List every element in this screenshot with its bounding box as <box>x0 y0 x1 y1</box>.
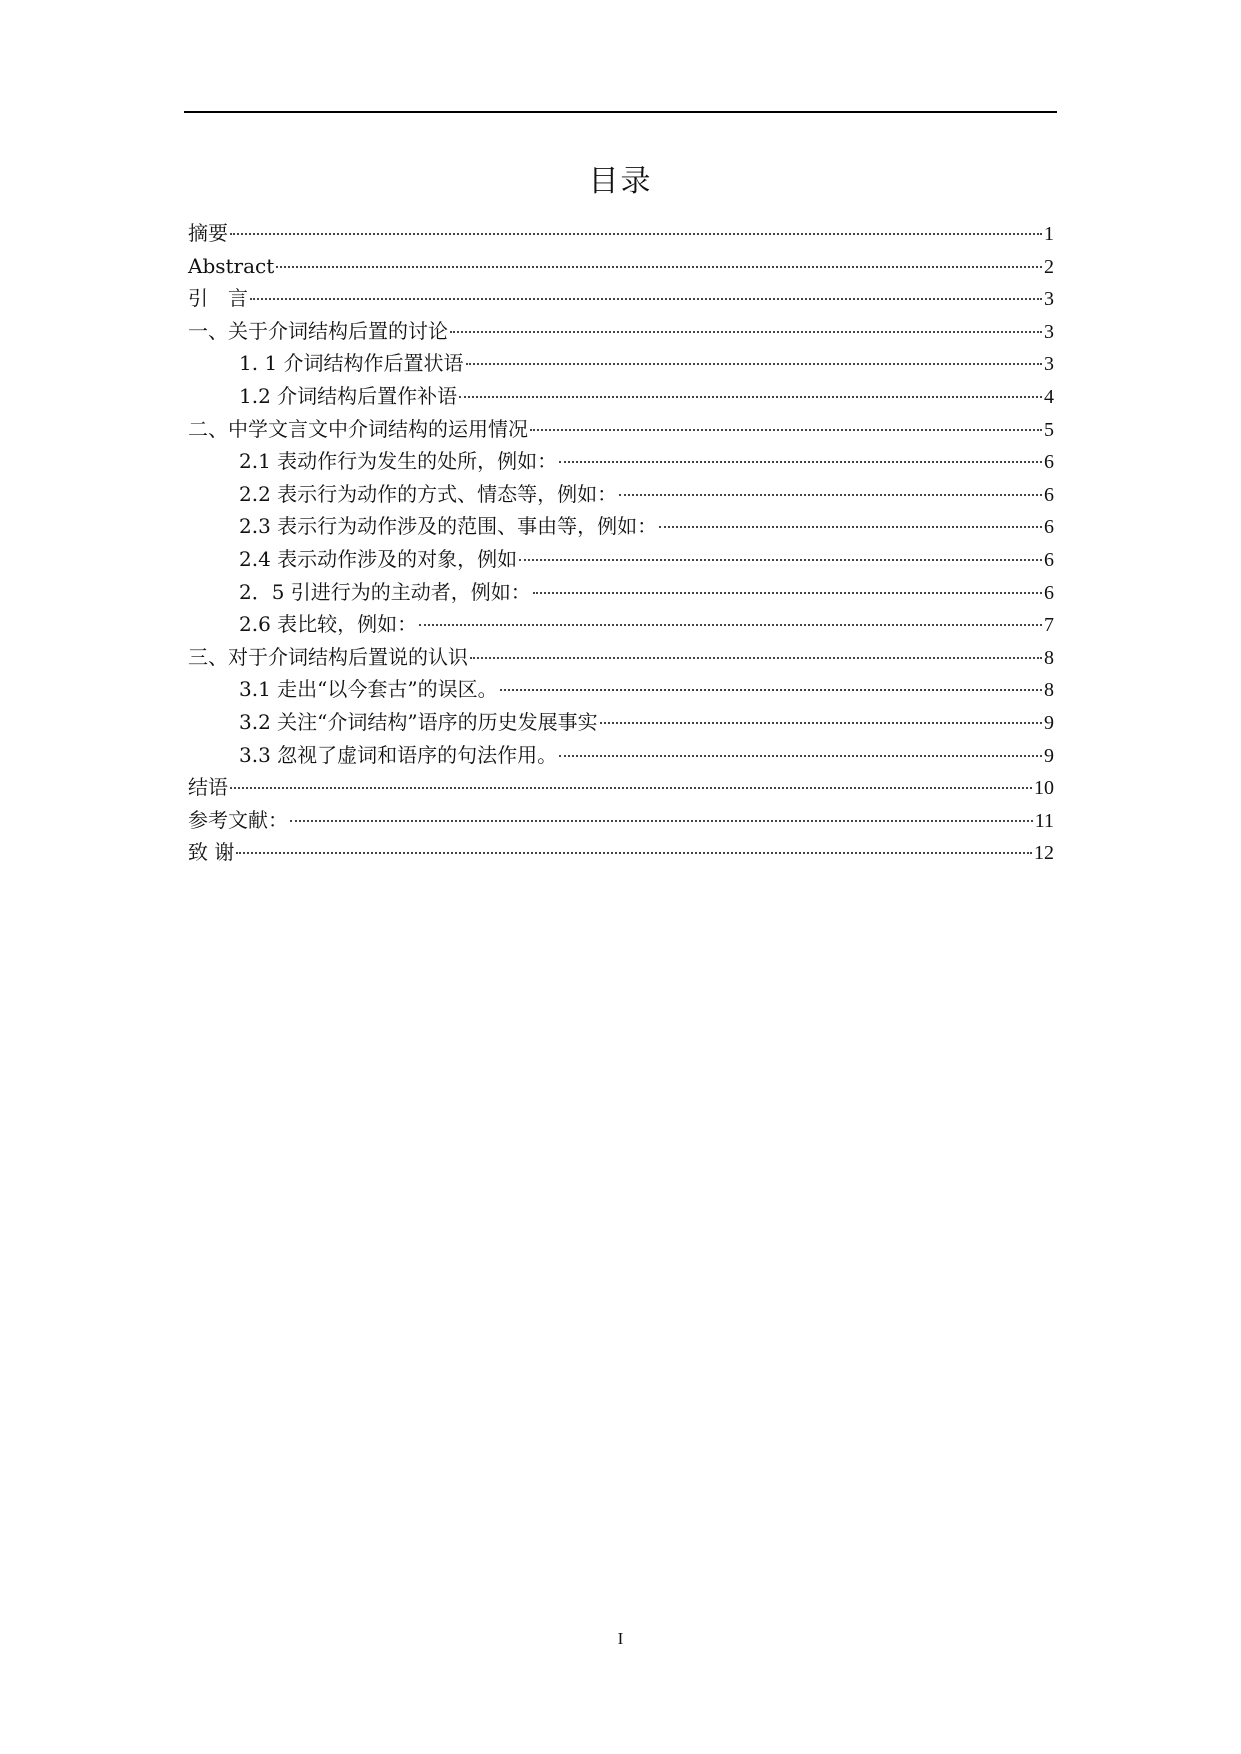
toc-entry-section-2-5[interactable] <box>188 576 1054 609</box>
toc-entry-label: 2.3 表示行为动作涉及的范围、事由等，例如： <box>239 514 658 539</box>
dot-leader <box>230 233 1042 235</box>
toc-entry-section-2-3[interactable] <box>188 510 1054 543</box>
dot-leader <box>619 494 1042 496</box>
toc-entry-label: 3.3 忽视了虚词和语序的句法作用。 <box>239 742 558 767</box>
toc-entry-page: 3 <box>1044 353 1054 376</box>
toc-entry-label: 1.2 介词结构后置作补语 <box>239 383 458 408</box>
toc-entry-page: 10 <box>1034 777 1054 800</box>
dot-leader <box>470 657 1042 659</box>
toc-entry-label: 引 言 <box>188 286 248 311</box>
toc-entry-section-1-1[interactable] <box>188 347 1054 380</box>
toc-entry-page: 9 <box>1044 744 1054 767</box>
dot-leader <box>236 852 1032 854</box>
toc-entry-page: 6 <box>1044 483 1054 506</box>
toc-entry-label: Abstract <box>188 253 275 278</box>
toc-entry-section-3-2[interactable] <box>188 706 1054 739</box>
dot-leader <box>659 526 1042 528</box>
header-rule <box>184 111 1057 113</box>
toc-entry-label: 参考文献： <box>188 807 288 832</box>
toc-entry-section-2-2[interactable] <box>188 478 1054 511</box>
dot-leader <box>519 559 1042 561</box>
toc-entry-label: 2.6 表比较，例如： <box>239 612 418 637</box>
dot-leader <box>450 331 1042 333</box>
toc-entry-page: 5 <box>1044 418 1054 441</box>
toc-entry-page: 12 <box>1034 842 1054 865</box>
toc-entry-page: 7 <box>1044 614 1054 637</box>
toc-entry-section-3-1[interactable] <box>188 673 1054 706</box>
dot-leader <box>559 755 1042 757</box>
toc-entry-label: 二、中学文言文中介词结构的运用情况 <box>188 416 528 441</box>
toc-entry-page: 6 <box>1044 581 1054 604</box>
dot-leader <box>230 787 1032 789</box>
toc-entry-page: 9 <box>1044 711 1054 734</box>
dot-leader <box>530 429 1042 431</box>
toc-entry-page: 6 <box>1044 548 1054 571</box>
toc-entry-chapter-3[interactable] <box>188 641 1054 674</box>
dot-leader <box>290 820 1033 822</box>
dot-leader <box>533 592 1042 594</box>
toc-entry-label: 摘要 <box>188 221 228 245</box>
toc-entry-section-3-3[interactable] <box>188 739 1054 772</box>
toc-entry-chapter-1[interactable] <box>188 315 1054 348</box>
toc-entry-introduction[interactable] <box>188 282 1054 315</box>
toc-entry-references[interactable] <box>188 804 1054 837</box>
toc-entry-label: 2．5 引进行为的主动者，例如： <box>239 579 531 604</box>
toc-entry-page: 6 <box>1044 516 1054 539</box>
dot-leader <box>459 396 1042 398</box>
table-of-contents <box>188 217 1054 869</box>
toc-entry-section-2-6[interactable] <box>188 608 1054 641</box>
dot-leader <box>559 461 1042 463</box>
toc-entry-acknowledgements[interactable] <box>188 836 1054 869</box>
toc-entry-page: 11 <box>1034 809 1054 832</box>
toc-title: 目录 <box>588 164 653 199</box>
toc-entry-section-1-2[interactable] <box>188 380 1054 413</box>
toc-entry-label: 3.1 走出“以今套古”的误区。 <box>239 677 498 702</box>
toc-entry-page: 8 <box>1044 679 1054 702</box>
toc-entry-page: 6 <box>1044 451 1054 474</box>
toc-entry-page: 2 <box>1044 255 1054 278</box>
toc-entry-page: 4 <box>1044 385 1054 408</box>
toc-entry-section-2-4[interactable] <box>188 543 1054 576</box>
toc-entry-abstract-en[interactable] <box>188 250 1054 283</box>
toc-entry-label: 致 谢 <box>188 840 235 865</box>
dot-leader <box>419 624 1042 626</box>
toc-entry-page: 8 <box>1044 646 1054 669</box>
toc-entry-label: 三、对于介词结构后置说的认识 <box>188 644 468 669</box>
dot-leader <box>276 266 1042 268</box>
toc-entry-section-2-1[interactable] <box>188 445 1054 478</box>
toc-entry-label: 3.2 关注“介词结构”语序的历史发展事实 <box>239 709 598 734</box>
toc-entry-label: 2.2 表示行为动作的方式、情态等，例如： <box>239 481 618 506</box>
dot-leader <box>500 689 1042 691</box>
toc-entry-label: 2.1 表动作行为发生的处所，例如： <box>239 449 558 474</box>
toc-entry-conclusion[interactable] <box>188 771 1054 804</box>
toc-entry-page: 1 <box>1044 223 1054 245</box>
dot-leader <box>250 298 1042 300</box>
toc-entry-label: 结语 <box>188 775 228 800</box>
dot-leader <box>600 722 1042 724</box>
toc-entry-label: 一、关于介词结构后置的讨论 <box>188 318 448 343</box>
toc-entry-page: 3 <box>1044 320 1054 343</box>
toc-entry-chapter-2[interactable] <box>188 413 1054 446</box>
toc-entry-page: 3 <box>1044 288 1054 311</box>
toc-entry-label: 1. 1 介词结构作后置状语 <box>239 351 464 376</box>
toc-entry-label: 2.4 表示动作涉及的对象，例如 <box>239 546 518 571</box>
page-number: I <box>617 1629 624 1648</box>
dot-leader <box>466 363 1042 365</box>
toc-entry-abstract-cn[interactable] <box>188 217 1054 250</box>
